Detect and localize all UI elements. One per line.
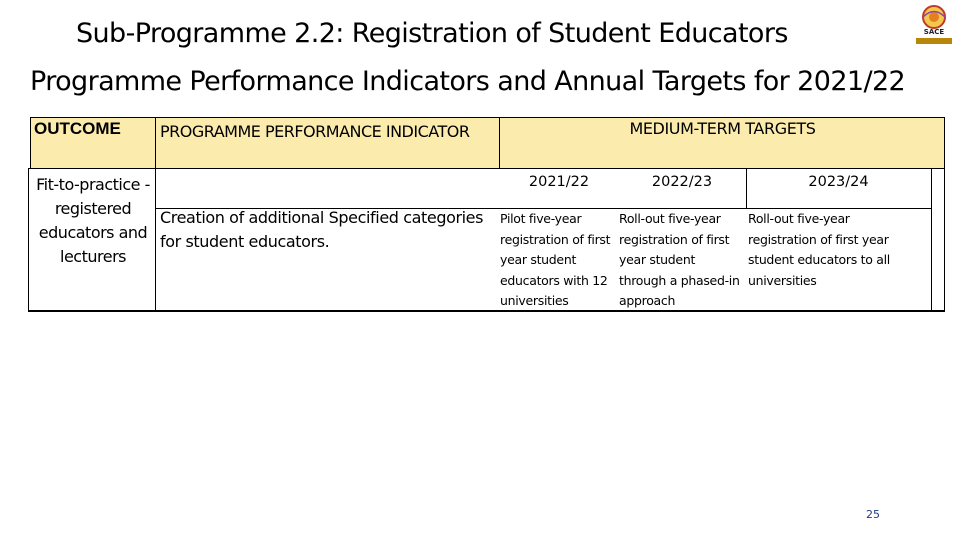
year-header: 2022/23 <box>651 174 713 190</box>
target-2021-22: Pilot five-year registration of first year student educators with 12 universities <box>500 211 611 308</box>
target-2023-24: Roll-out five-year registration of first year student educators to all universities <box>748 211 890 288</box>
header-medium-term-targets: MEDIUM-TERM TARGETS <box>629 119 816 138</box>
page-number: 25 <box>866 508 880 521</box>
slide-title-line2: Programme Performance Indicators and Annual Targets for 2021/22 <box>30 66 906 97</box>
year-header: 2021/22 <box>528 174 590 190</box>
divider <box>931 168 932 311</box>
year-header: 2023/24 <box>808 174 869 190</box>
ppi-cell: Creation of additional Specified categories for student educators. <box>160 208 484 251</box>
header-outcome: OUTCOME <box>34 119 121 138</box>
divider <box>155 117 156 311</box>
header-ppi: PROGRAMME PERFORMANCE INDICATOR <box>160 122 470 141</box>
logo-text: SACE <box>923 28 945 36</box>
divider <box>28 311 945 312</box>
slide-title-line1: Sub-Programme 2.2: Registration of Student Educators <box>76 18 788 49</box>
outcome-cell: Fit-to-practice - registered educators and lecturers <box>36 175 150 266</box>
target-2022-23: Roll-out five-year registration of first year student through a phased-in approach <box>619 211 740 308</box>
sace-emblem-icon <box>914 4 954 30</box>
sace-logo <box>914 4 954 50</box>
logo-banner <box>916 38 952 44</box>
